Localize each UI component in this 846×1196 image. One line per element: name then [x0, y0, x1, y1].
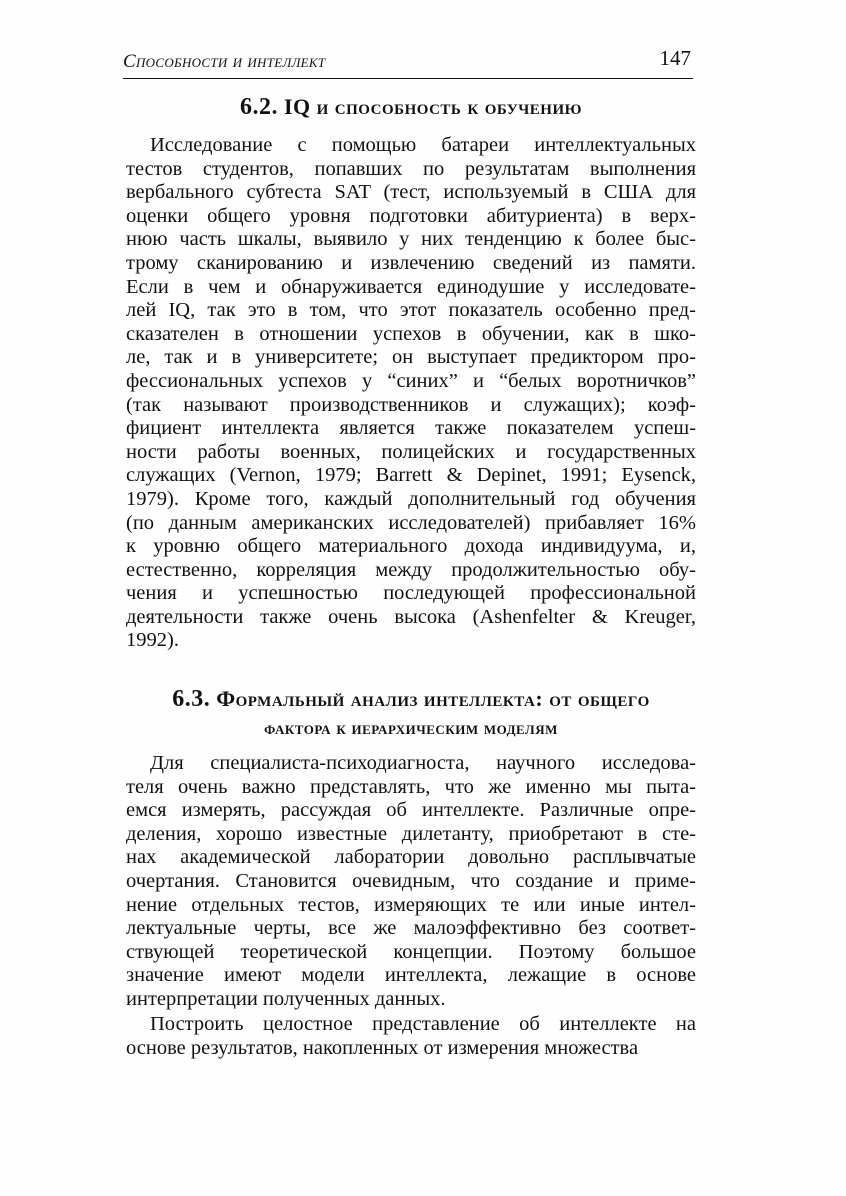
section-6-3-heading: [126, 684, 696, 744]
section-number: 6.2.: [239, 94, 278, 120]
text-line: нение отдельных тестов, измеряющих те или иные интел-: [126, 893, 696, 916]
text-line: теля очень важно представлять, что же именно мы пыта-: [126, 775, 696, 798]
text-line: трому сканированию и извлечению сведений из памяти.: [126, 251, 696, 274]
text-line: основе результатов, накопленных от измерения множества: [126, 1036, 639, 1059]
text-line: фициент интеллекта является также показателем успеш-: [126, 417, 696, 440]
text-line: нюю часть шкалы, выявило у них тенденцию к более быс-: [126, 228, 696, 251]
text-line: тестов студентов, попавших по результатам выполнения: [126, 157, 696, 180]
text-line: к уровню общего материального дохода индивидуума, и,: [126, 535, 696, 558]
section-6-3-paragraph-2: [126, 1013, 696, 1060]
text-line: чения и успешностью последующей профессиональной: [126, 582, 696, 605]
text-line: (так называют производственников и служащих); коэф-: [126, 393, 696, 416]
text-line: естественно, корреляция между продолжительностью обу-: [126, 558, 696, 581]
text-line: Для специалиста-психодиагноста, научного исследова-: [150, 752, 696, 774]
page-number: 147: [659, 46, 691, 70]
section-6-2-heading: [126, 92, 696, 122]
running-header: [123, 46, 693, 79]
text-line: деления, хорошо известные дилетанту, приобретают в сте-: [126, 822, 696, 845]
section-title-line-1: Формальный анализ интеллекта: от общего: [216, 686, 650, 711]
section-title: IQ и способность к обучению: [283, 94, 583, 119]
text-line: интерпретации полученных данных.: [126, 987, 446, 1010]
text-line: очертания. Становится очевидным, что создание и приме-: [126, 869, 696, 892]
section-6-2-paragraph: [126, 134, 696, 653]
text-line: лектуальные черты, все же малоэффективно без соответ-: [126, 917, 696, 940]
section-title-line-2: фактора к иерархическим моделям: [264, 718, 558, 739]
text-line: Построить целостное представление об интеллекте на: [150, 1013, 696, 1035]
text-line: (по данным американских исследователей) прибавляет 16%: [126, 511, 696, 534]
text-line: деятельности также очень высока (Ashenfelter & Kreuger,: [126, 605, 696, 628]
text-line: ности работы военных, полицейских и государственных: [126, 440, 696, 463]
text-line: Если в чем и обнаруживается единодушие у исследовате-: [126, 275, 696, 298]
text-line: оценки общего уровня подготовки абитуриента) в верх-: [126, 204, 696, 227]
text-line: 1992).: [126, 629, 179, 652]
section-number: 6.3.: [172, 686, 211, 712]
text-line: служащих (Vernon, 1979; Barrett & Depinet, 1991; Eysenck,: [126, 464, 696, 487]
text-line: ствующей теоретической концепции. Поэтому большое: [126, 940, 696, 963]
text-line: значение имеют модели интеллекта, лежащие в основе: [126, 964, 696, 987]
text-line: вербального субтеста SAT (тест, используемый в США для: [126, 181, 696, 204]
running-title: Способности и интеллект: [123, 51, 326, 72]
text-line: ле, так и в университете; он выступает предиктором про-: [126, 346, 696, 369]
text-line: лей IQ, так это в том, что этот показатель особенно пред-: [126, 299, 696, 322]
text-line: Исследование с помощью батареи интеллектуальных: [150, 134, 696, 156]
section-6-3-paragraph-1: [126, 752, 696, 1012]
text-line: нах академической лаборатории довольно расплывчатые: [126, 846, 696, 869]
text-line: фессиональных успехов у “синих” и “белых воротничков”: [126, 369, 696, 392]
text-line: 1979). Кроме того, каждый дополнительный год обучения: [126, 487, 696, 510]
text-line: сказателен в отношении успехов в обучении, как в шко-: [126, 322, 696, 345]
text-line: емся измерять, рассуждая об интеллекте. Различные опре-: [126, 799, 696, 822]
